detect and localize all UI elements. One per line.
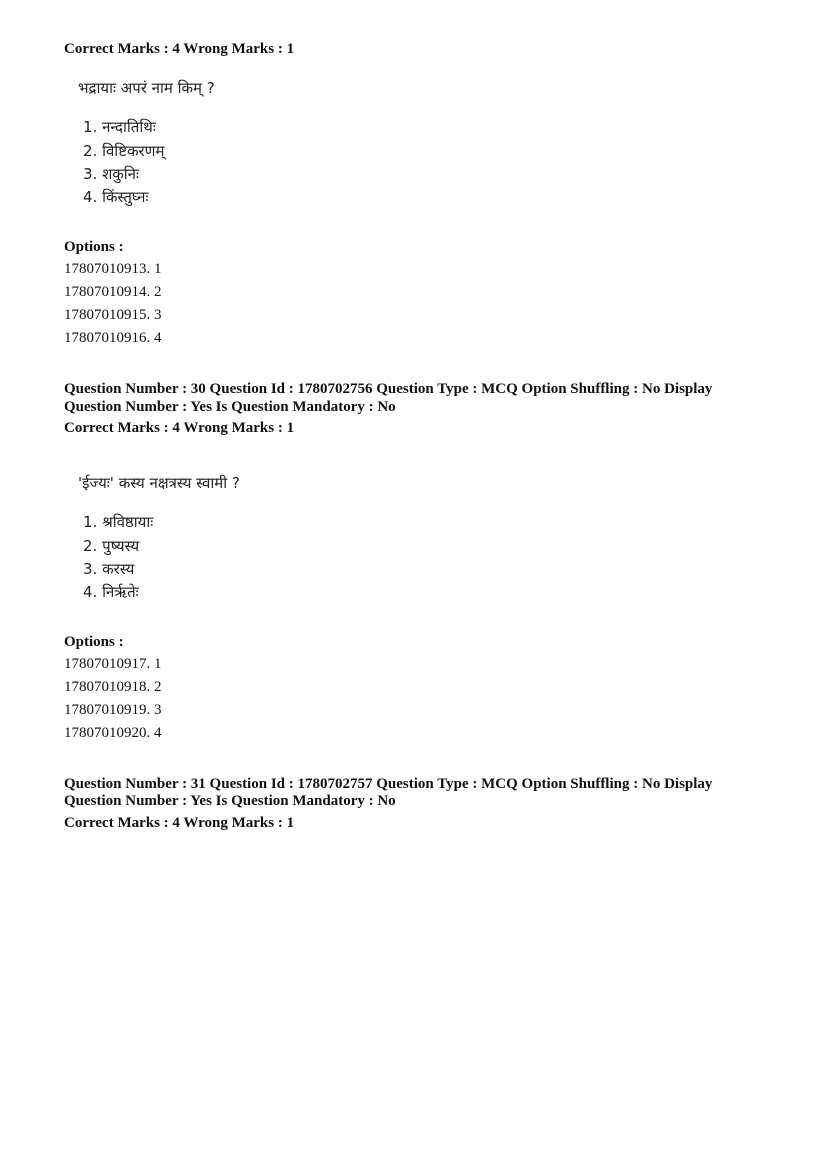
choice-item: 3. करस्य [83, 560, 135, 578]
choice-item: 4. निर्ऋतेः [83, 583, 139, 601]
option-line: 17807010915. 3 [64, 307, 162, 323]
question-text: भद्रायाः अपरं नाम किम् ? [78, 79, 215, 97]
choice-item: 2. पुष्यस्य [83, 537, 140, 555]
option-line: 17807010918. 2 [64, 679, 162, 695]
options-label: Options : [64, 239, 124, 255]
question-header-line1: Question Number : 30 Question Id : 1780702756 Question Type : MCQ Option Shuffling : No Display [64, 381, 713, 397]
choice-item: 3. शकुनिः [83, 165, 140, 183]
marks-line: Correct Marks : 4 Wrong Marks : 1 [64, 41, 295, 57]
marks-line: Correct Marks : 4 Wrong Marks : 1 [64, 815, 295, 831]
question-header-line2: Question Number : Yes Is Question Mandatory : No [64, 399, 396, 415]
question-header-line1: Question Number : 31 Question Id : 1780702757 Question Type : MCQ Option Shuffling : No Display [64, 776, 713, 792]
choice-item: 1. श्रविष्ठायाः [83, 513, 154, 531]
choice-item: 4. किंस्तुघ्नः [83, 188, 149, 206]
options-label: Options : [64, 634, 124, 650]
marks-line: Correct Marks : 4 Wrong Marks : 1 [64, 420, 295, 436]
option-line: 17807010920. 4 [64, 725, 162, 741]
option-line: 17807010914. 2 [64, 284, 162, 300]
question-text: 'ईज्यः' कस्य नक्षत्रस्य स्वामी ? [78, 474, 240, 492]
option-line: 17807010916. 4 [64, 330, 162, 346]
question-header-line2: Question Number : Yes Is Question Mandatory : No [64, 793, 396, 809]
option-line: 17807010919. 3 [64, 702, 162, 718]
choice-item: 1. नन्दातिथिः [83, 118, 156, 136]
option-line: 17807010917. 1 [64, 656, 162, 672]
option-line: 17807010913. 1 [64, 261, 162, 277]
choice-item: 2. विष्टिकरणम् [83, 142, 165, 160]
